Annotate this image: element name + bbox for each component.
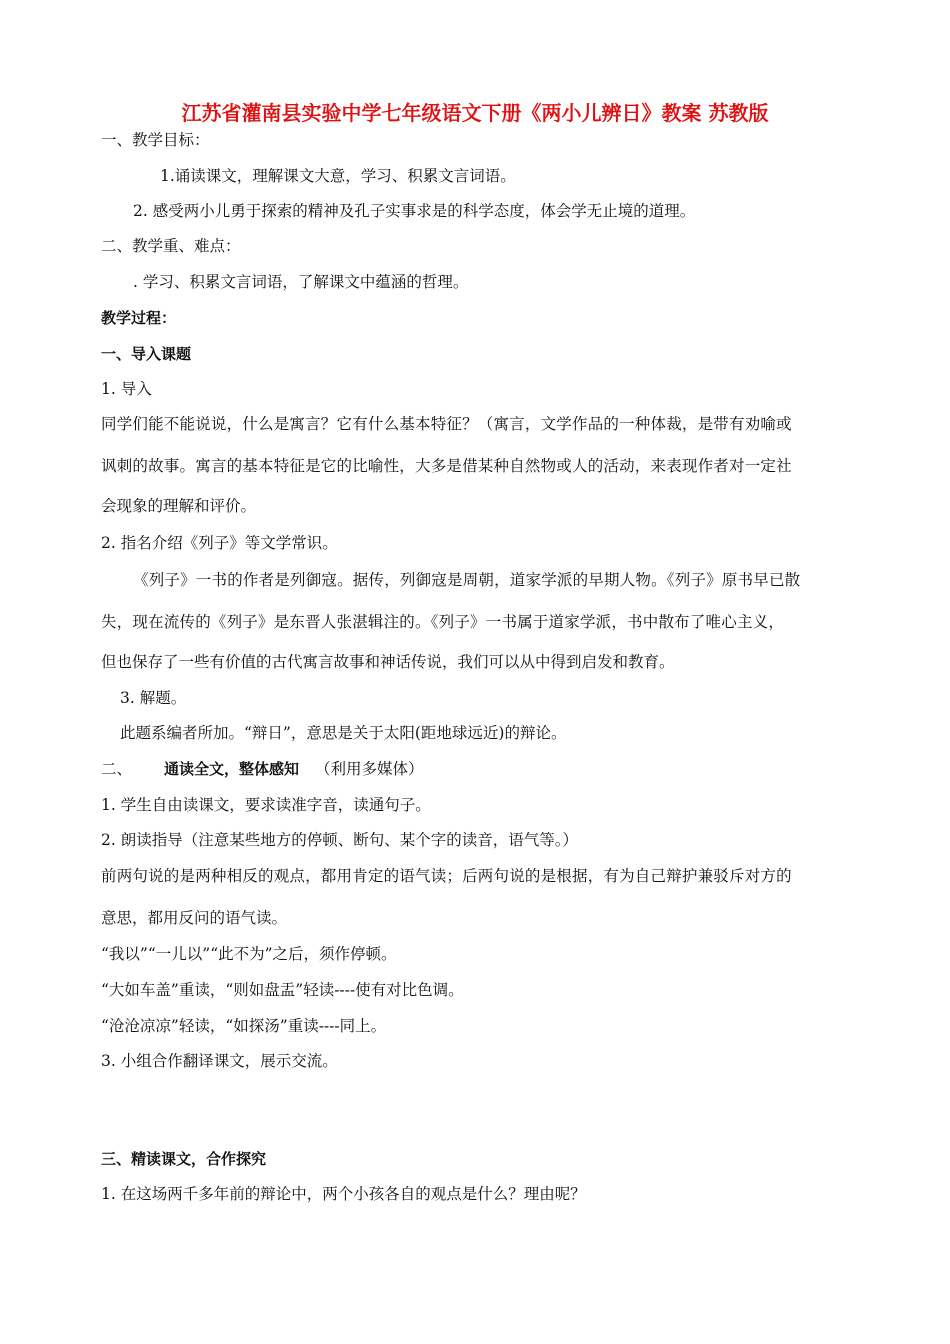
key-point-item: . 学习、积累文言词语，了解课文中蕴涵的哲理。 xyxy=(133,273,469,291)
section-3-heading: 三、精读课文，合作探究 xyxy=(101,1150,267,1168)
section-1-heading: 一、导入课题 xyxy=(101,345,192,363)
section-2-reading-note-3: “沧沧凉凉”轻读，“如探汤”重读----同上。 xyxy=(101,1017,387,1035)
process-heading: 教学过程： xyxy=(101,309,177,327)
section-1-paragraph-1-line-1: 同学们能不能说说，什么是寓言？它有什么基本特征？（寓言，文学作品的一种体裁，是带有劝喻或 xyxy=(101,415,792,433)
document-title: 江苏省灌南县实验中学七年级语文下册《两小儿辨日》教案 苏教版 xyxy=(181,101,769,125)
goal-item-2: 2. 感受两小儿勇于探索的精神及孔子实事求是的科学态度，体会学无止境的道理。 xyxy=(133,202,696,220)
section-3-item-1: 1. 在这场两千多年前的辩论中，两个小孩各自的观点是什么？理由呢？ xyxy=(101,1185,586,1203)
goal-item-1: 1.诵读课文，理解课文大意，学习、积累文言词语。 xyxy=(160,167,516,185)
section-2-number: 二、 xyxy=(101,760,133,778)
section-2-item-2: 2. 朗读指导（注意某些地方的停顿、断句、某个字的读音，语气等。） xyxy=(101,831,578,849)
section-2-paragraph-line-2: 意思，都用反问的语气读。 xyxy=(101,909,288,927)
section-1-item-1: 1. 导入 xyxy=(101,380,152,398)
section-2-heading: 通读全文，整体感知 xyxy=(164,760,300,778)
section-1-paragraph-2-line-2: 失，现在流传的《列子》是东晋人张湛辑注的。《列子》一书属于道家学派，书中散布了唯心主义， xyxy=(101,613,785,631)
section-1-paragraph-2-line-1: 《列子》一书的作者是列御寇。据传，列御寇是周朝，道家学派的早期人物。《列子》原书早已散 xyxy=(133,571,801,589)
key-points-heading: 二、教学重、难点： xyxy=(101,237,241,255)
section-1-item-3: 3. 解题。 xyxy=(120,689,187,707)
section-2-paragraph-line-1: 前两句说的是两种相反的观点，都用肯定的语气读；后两句说的是根据，有为自己辩护兼驳斥对方的 xyxy=(101,867,792,885)
section-2-item-3: 3. 小组合作翻译课文，展示交流。 xyxy=(101,1052,338,1070)
section-1-paragraph-3: 此题系编者所加。“辩日”，意思是关于太阳(距地球远近)的辩论。 xyxy=(120,724,567,742)
section-2-item-1: 1. 学生自由读课文，要求读准字音，读通句子。 xyxy=(101,796,431,814)
section-2-note: （利用多媒体） xyxy=(315,760,424,778)
goals-heading: 一、教学目标： xyxy=(101,131,210,149)
section-1-paragraph-1-line-2: 讽刺的故事。寓言的基本特征是它的比喻性，大多是借某种自然物或人的活动，来表现作者对一定社 xyxy=(101,457,792,475)
section-2-reading-note-2: “大如车盖”重读，“则如盘盂”轻读----使有对比色调。 xyxy=(101,981,464,999)
section-1-paragraph-2-line-3: 但也保存了一些有价值的古代寓言故事和神话传说，我们可以从中得到启发和教育。 xyxy=(101,653,675,671)
section-1-item-2: 2. 指名介绍《列子》等文学常识。 xyxy=(101,534,338,552)
section-2-reading-note-1: “我以”“一儿以”“此不为”之后，须作停顿。 xyxy=(101,945,397,963)
section-1-paragraph-1-line-3: 会现象的理解和评价。 xyxy=(101,497,257,515)
